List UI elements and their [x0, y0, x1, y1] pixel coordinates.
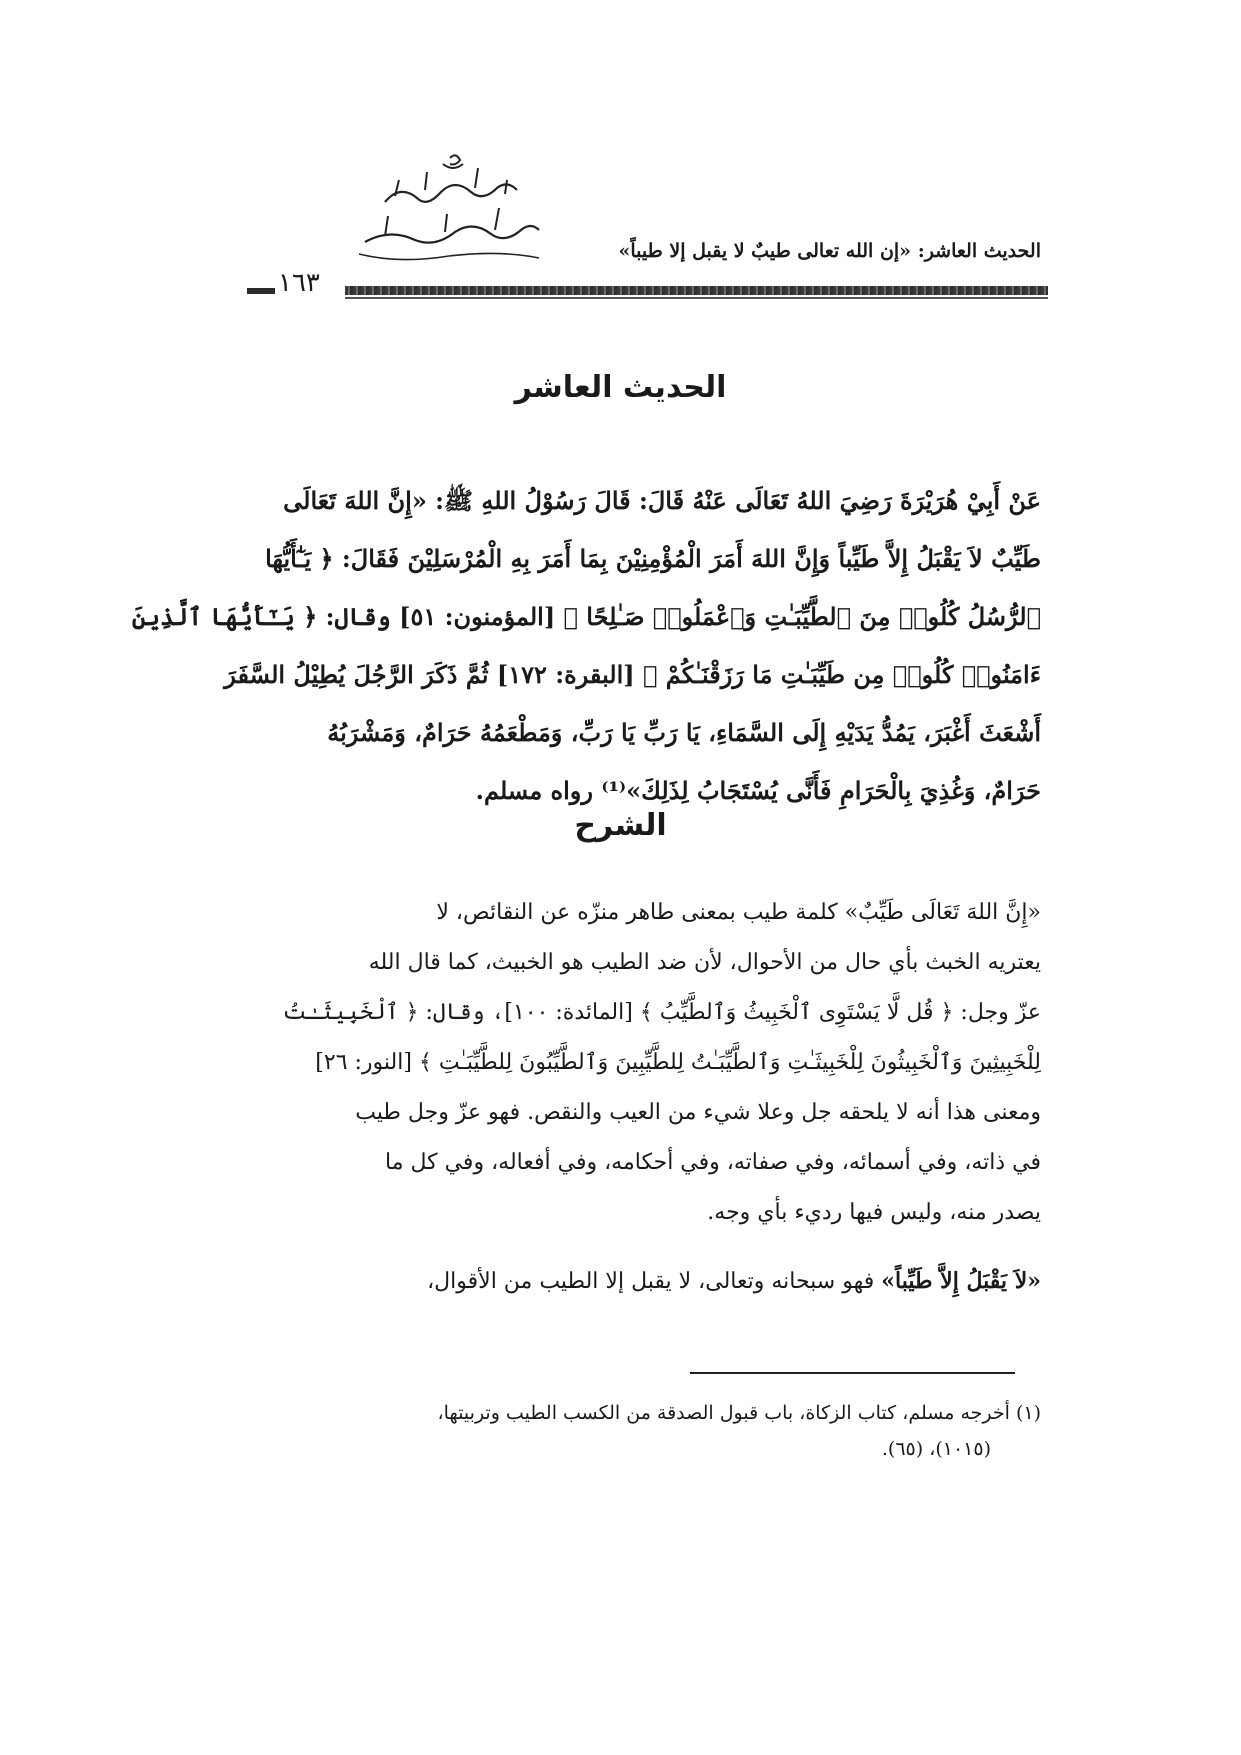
- hadith-line: حَرَامٌ، وَغُذِيَ بِالْحَرَامِ فَأَنَّى يُسْتَجَابُ لِذَلِكَ»⁽¹⁾ رواه مسلم.: [475, 776, 1041, 805]
- commentary-heading: الشرح: [574, 808, 667, 843]
- page-number: ١٦٣: [278, 268, 320, 298]
- commentary-line: في ذاته، وفي أسمائه، وفي صفاته، وفي أحكامه، وفي أفعاله، وفي كل ما: [384, 1150, 1041, 1175]
- paragraph-gap: [201, 1238, 1041, 1256]
- commentary-text: [201, 888, 1041, 1306]
- commentary-line: لِلْخَبِيثِينَ وَٱلْخَبِيثُونَ لِلْخَبِيثَـٰتِ وَٱلطَّيِّبَـٰتُ لِلطَّيِّبِينَ وَٱلطَّيِّبُونَ لِلطَّيِّبَـٰتِ ﴾ [النور: ٢٦]: [315, 1050, 1041, 1075]
- hadith-heading: الحديث العاشر: [514, 370, 727, 405]
- running-header-title: [531, 240, 1041, 262]
- page-number-ornament: [247, 288, 275, 294]
- footnote-text: أخرجه مسلم، كتاب الزكاة، باب قبول الصدقة من الكسب الطيب وتربيتها،: [437, 1402, 1010, 1424]
- header-rule: [345, 286, 1048, 295]
- commentary-line: عزّ وجل: ﴿ قُل لَّا يَسْتَوِى ٱلْخَبِيثُ وَٱلطَّيِّبُ ﴾ [المائدة: ١٠٠]، وقال: ﴿ ٱلْخَبِيثَـٰتُ: [282, 1000, 1041, 1025]
- commentary-line: ومعنى هذا أنه لا يلحقه جل وعلا شيء من العيب والنقص. فهو عزّ وجل طيب: [355, 1100, 1041, 1125]
- hadith-line: ٱلرُّسُلُ كُلُوا۟ مِنَ ٱلطَّيِّبَـٰتِ وَٱعْمَلُوا۟ صَـٰلِحًا ﴾ [المؤمنون: ٥١] وقال: ﴿ يَـٰٓأَيُّهَا ٱلَّذِينَ: [131, 602, 1041, 631]
- hadith-line: طَيِّبٌ لاَ يَقْبَلُ إِلاَّ طَيِّباً وَإِنَّ اللهَ أَمَرَ الْمُؤْمِنِيْنَ بِمَا أَمَرَ بِهِ الْمُرْسَلِيْنَ فَقَالَ: ﴿ يَـٰٓأَيُّهَا: [265, 544, 1041, 573]
- commentary-rest: فهو سبحانه وتعالى، لا يقبل إلا الطيب من الأقوال،: [427, 1269, 882, 1294]
- owner-stamp: [355, 150, 545, 265]
- hadith-text: [131, 472, 1041, 820]
- calligraphy-stamp-image: [355, 150, 545, 265]
- commentary-line: يعتريه الخبث بأي حال من الأحوال، لأن ضد الطيب هو الخبيث، كما قال الله: [368, 950, 1041, 975]
- footnote: [201, 1395, 1041, 1467]
- commentary-line: يصدر منه، وليس فيها رديء بأي وجه.: [707, 1200, 1041, 1225]
- footnote-rule: [690, 1372, 1015, 1374]
- running-header-label: الحديث العاشر:: [917, 240, 1041, 262]
- footnote-marker: (١): [1015, 1402, 1041, 1424]
- hadith-line: أَشْعَثَ أَغْبَرَ، يَمُدُّ يَدَيْهِ إِلَى السَّمَاءِ، يَا رَبِّ يَا رَبِّ، وَمَطْعَمُهُ حَرَامٌ، وَمَشْرَبُهُ: [327, 718, 1041, 747]
- commentary-line: «إِنَّ اللهَ تَعَالَى طَيِّبٌ» كلمة طيب بمعنى طاهر منزّه عن النقائص، لا: [436, 900, 1041, 925]
- footnote-line-1: [201, 1395, 1041, 1431]
- header-rule-thin: [345, 297, 1048, 299]
- running-header-quote: «إن الله تعالى طيبٌ لا يقبل إلا طيباً»: [618, 240, 912, 262]
- footnote-line-2: (١٠١٥)، (٦٥).: [881, 1438, 991, 1460]
- hadith-line: عَنْ أَبِيْ هُرَيْرَةَ رَضِيَ اللهُ تَعَالَى عَنْهُ قَالَ: قَالَ رَسُوْلُ اللهِ ﷺ: «إِنَّ اللهَ تَعَالَى: [283, 486, 1041, 515]
- commentary-line-last: [201, 1256, 1041, 1306]
- commentary-quote: «لاَ يَقْبَلُ إِلاَّ طَيِّباً»: [881, 1268, 1041, 1294]
- hadith-line: ءَامَنُوا۟ كُلُوا۟ مِن طَيِّبَـٰتِ مَا رَزَقْنَـٰكُمْ ﴾ [البقرة: ١٧٢] ثُمَّ ذَكَرَ الرَّجُلَ يُطِيْلُ السَّفَرَ: [224, 660, 1041, 689]
